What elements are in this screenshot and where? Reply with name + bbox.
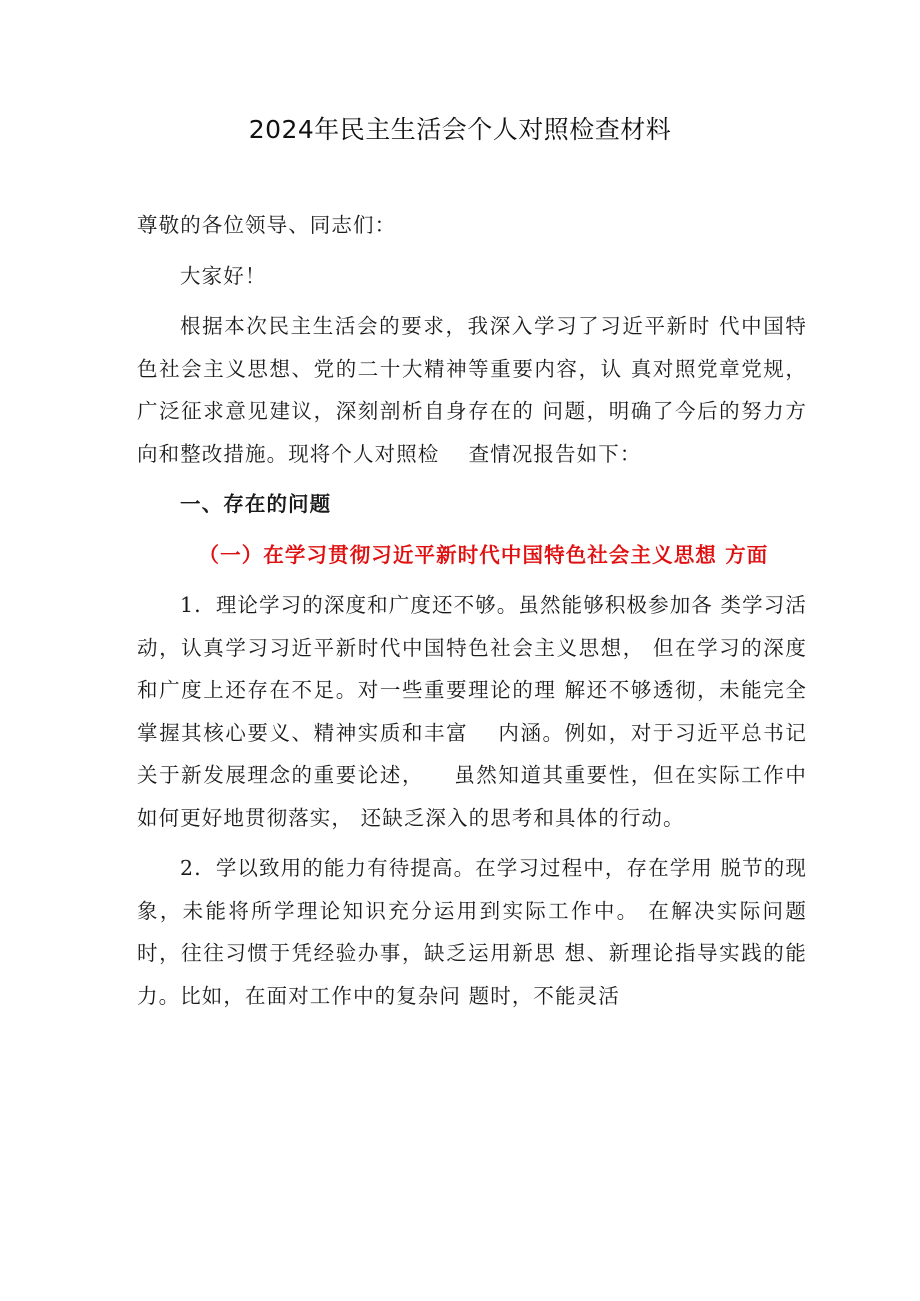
paragraph-point-2: 2．学以致用的能力有待提高。在学习过程中，存在学用 脱节的现象，未能将所学理论知识充分运用到实际工作中。 在解决实际问题时，往往习惯于凭经验办事，缺乏运用新思 想、新理论指导实践的能力。比如，在面对工作中的复杂问 题时，不能灵活: [137, 856, 807, 1008]
section-heading-problems: 一、存在的问题: [180, 492, 332, 516]
greeting: 大家好！: [180, 263, 267, 288]
document-title: 2024年民主生活会个人对照检查材料: [248, 115, 672, 144]
intro-paragraph: 根据本次民主生活会的要求，我深入学习了习近平新时 代中国特色社会主义思想、党的二十大精神等重要内容，认 真对照党章党规，广泛征求意见建议，深刻剖析自身存在的 问题，明确了今后的努力方向和整改措施。现将个人对照检 查情况报告如下：: [137, 314, 807, 466]
salutation: 尊敬的各位领导、同志们：: [137, 213, 397, 237]
document-body: [137, 204, 807, 1017]
paragraph-point-1: 1．理论学习的深度和广度还不够。虽然能够积极参加各 类学习活动，认真学习习近平新时代中国特色社会主义思想， 但在学习的深度和广度上还存在不足。对一些重要理论的理 解还不够透彻，未能完全掌握其核心要义、精神实质和丰富 内涵。例如，对于习近平总书记关于新发展理念的重要论述， 虽然知道其重要性，但在实际工作中如何更好地贯彻落实， 还缺乏深入的思考和具体的行动。: [137, 593, 807, 830]
subsection-heading-study: （一）在学习贯彻习近平新时代中国特色社会主义思想 方面: [198, 542, 769, 567]
